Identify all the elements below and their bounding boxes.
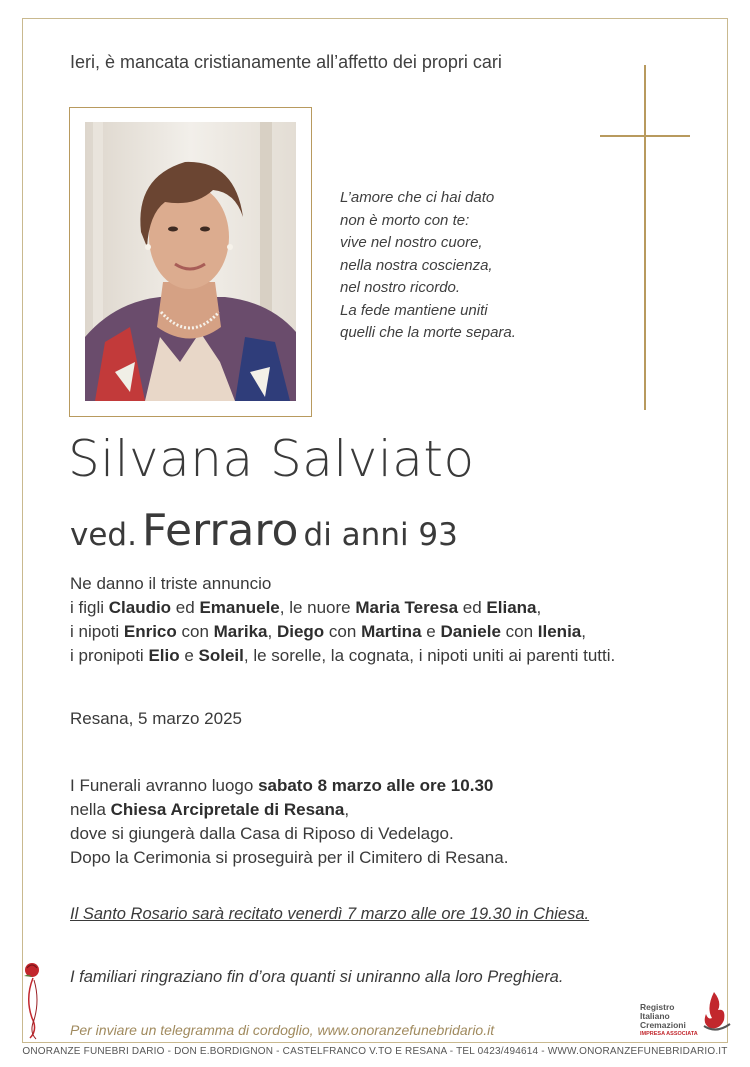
relative-name: Diego [276, 622, 325, 641]
ved-prefix: ved. [70, 517, 137, 553]
funeral-line: dove si giungerà dalla Casa di Riposo di Vedelago. [70, 824, 454, 843]
poem-line: non è morto con te: [340, 211, 470, 229]
announcement [70, 572, 615, 668]
cross-icon-bar [600, 135, 690, 137]
portrait-frame [69, 107, 312, 417]
announcement-line [70, 644, 615, 668]
text: , [344, 800, 350, 819]
text: i nipoti [70, 622, 124, 641]
relative-name: Daniele [440, 622, 501, 641]
text: nella [70, 800, 111, 819]
poem-line: L’amore che ci hai dato [340, 189, 495, 206]
relative-name: Emanuele [199, 598, 280, 617]
relative-name: Claudio [108, 598, 172, 617]
funeral-line: Dopo la Cerimonia si proseguirà per il Cimitero di Resana. [70, 848, 509, 867]
funeral-info [70, 774, 508, 870]
thanks-text: I familiari ringraziano fin d’ora quanti si uniranno alla loro Preghiera. [70, 968, 564, 986]
logo-text [640, 1003, 686, 1030]
text: ed [458, 598, 487, 617]
text: I Funerali avranno luogo [70, 776, 259, 795]
text: , [581, 622, 586, 641]
announcement-line [70, 620, 615, 644]
married-name-line [70, 505, 458, 556]
text: ed [171, 598, 200, 617]
text: con [324, 622, 362, 641]
intro-text: Ieri, è mancata cristianamente all’affetto dei propri cari [70, 52, 502, 72]
poem [340, 187, 516, 345]
poem-line: quelli che la morte separa. [340, 324, 516, 341]
text: , [267, 622, 277, 641]
announcement-line: Ne danno il triste annuncio [70, 574, 272, 593]
rir-logo [640, 990, 732, 1037]
text: , [536, 598, 542, 617]
relative-name: Soleil [198, 646, 244, 665]
relative-name: Marika [213, 622, 268, 641]
relative-name: Martina [361, 622, 422, 641]
funeral-line [70, 774, 508, 798]
relative-name: Ilenia [537, 622, 582, 641]
text: , le nuore [279, 598, 356, 617]
text: e [421, 622, 441, 641]
flame-icon [700, 990, 732, 1034]
deceased-name: Silvana Salviato [68, 430, 475, 488]
age-text: di anni 93 [303, 517, 458, 553]
telegram-link[interactable]: Per inviare un telegramma di cordoglio, www.onoranzefunebridario.it [70, 1022, 495, 1038]
portrait-photo [85, 122, 296, 401]
rosary-notice: Il Santo Rosario sarà recitato venerdì 7 marzo alle ore 19.30 in Chiesa. [70, 905, 590, 923]
logo-line: Italiano [640, 1011, 670, 1021]
cross-icon [644, 65, 646, 410]
text: con [500, 622, 538, 641]
logo-subtitle: IMPRESA ASSOCIATA [640, 1031, 698, 1037]
relative-name: Enrico [123, 622, 177, 641]
poem-line: nella nostra coscienza, [340, 256, 493, 274]
poem-line: vive nel nostro cuore, [340, 234, 483, 251]
poem-line: nel nostro ricordo. [340, 279, 461, 296]
text: e [179, 646, 199, 665]
place-date: Resana, 5 marzo 2025 [70, 709, 242, 728]
announcement-line [70, 596, 615, 620]
text: i pronipoti [70, 646, 149, 665]
funeral-line [70, 798, 508, 822]
relative-name: Maria Teresa [355, 598, 459, 617]
rose-icon [20, 958, 46, 1040]
logo-line: Registro [640, 1002, 675, 1012]
footer: ONORANZE FUNEBRI DARIO - DON E.BORDIGNON - CASTELFRANCO V.TO E RESANA - TEL 0423/494614 - WWW.ONORANZEFUNEBRIDARIO.IT [22, 1046, 728, 1057]
church-name: Chiesa Arcipretale di Resana [110, 800, 345, 819]
text: i figli [70, 598, 109, 617]
married-name: Ferraro [142, 505, 299, 556]
logo-line: Cremazioni [640, 1020, 686, 1030]
text: , le sorelle, la cognata, i nipoti uniti ai parenti tutti. [243, 646, 616, 665]
relative-name: Eliana [486, 598, 537, 617]
relative-name: Elio [148, 646, 180, 665]
poem-line: La fede mantiene uniti [340, 301, 488, 319]
funeral-datetime: sabato 8 marzo alle ore 10.30 [258, 776, 494, 795]
text: con [176, 622, 214, 641]
